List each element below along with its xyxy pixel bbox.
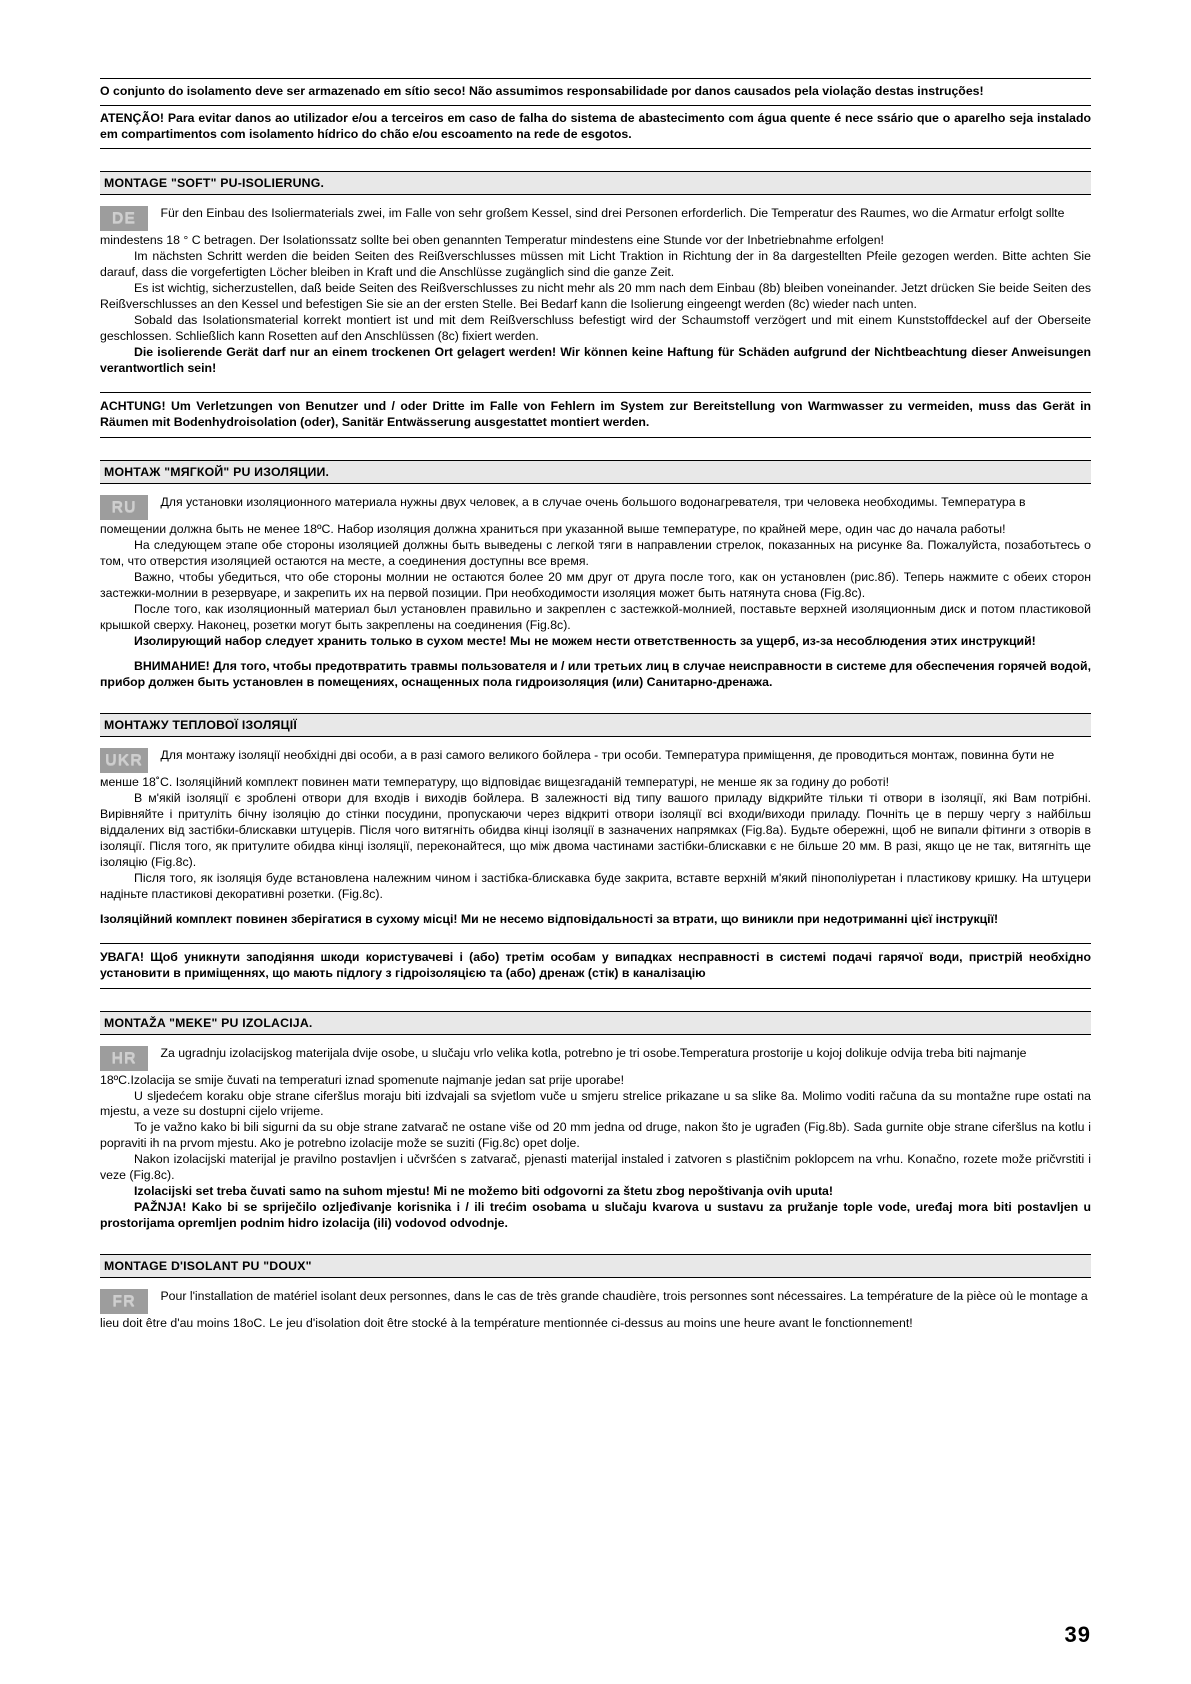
language-badge-fr: FR	[100, 1289, 148, 1314]
section-ukr-bold-note: Ізоляційний комплект повинен зберігатися в сухому місці! Ми не несемо відповідальності за втрати, що виникли при недотриманні цієї інструкції!	[100, 911, 999, 926]
language-badge-de: DE	[100, 206, 148, 231]
section-fr-first-paragraph: Pour l'installation de matériel isolant deux personnes, dans le cas de très grande chaudière, trois personnes sont nécessaires. La température de la pièce où le montage a lieu doit être d'au moins 18oC. Le jeu d'isolation doit être stocké à la température mentionnée ci-dessus au moins une heure avant le fonctionnement!	[100, 1289, 1088, 1331]
section-hr-intro	[100, 1044, 1091, 1089]
section-ukr-warning: УВАГА! Щоб уникнути заподіяння шкоди користувачеві і (або) третім особам у випадках несправності в системі подачі гарячої води, пристрій необхідно установити в приміщеннях, що мають підлогу з гідроізоляцією та (або) дренаж (стік) в каналізацію	[100, 949, 1091, 980]
section-ru-paragraph-2: Важно, чтобы убедиться, что обе стороны молнии не остаются более 20 мм друг от друга после того, как он установлен (рис.8б). Теперь нажмите с обеих сторон застежки-молнии в резервуаре, и закрепить их на первой позиции. При необходимости изоляция может быть натянута снова (Fig.8c).	[100, 569, 1091, 600]
section-ru-paragraph-3: После того, как изоляционный материал был установлен правильно и закреплен с застежкой-молнией, поставьте верхней изоляционным диск и потом пластиковой крышкой сверху. Наконец, розетки могут быть закреплены на соединения (Fig.8c).	[100, 601, 1091, 632]
section-de-paragraph-3: Sobald das Isolationsmaterial korrekt montiert ist und mit dem Reißverschluss befestigt wird der Schaumstoff verzögert und mit einem Kunststoffdeckel auf der Oberseite geschlossen. Schließlich kann Rosetten auf den Anschlüssen (8c) fixiert werden.	[100, 312, 1091, 343]
section-heading-ru: МОНТАЖ "МЯГКОЙ" PU ИЗОЛЯЦИИ.	[100, 460, 1091, 484]
language-badge-ukr: UKR	[100, 748, 148, 773]
section-ukr-paragraph-1: В м'якій ізоляції є зроблені отвори для входів і виходів бойлера. В залежності від типу вашого приладу відкрийте тільки ті отвори в ізоляції, які Вам потрібні. Вирівняйте і притуліть бічну ізоляцію до стінки посудини, пропускаючи через відкриті отвори ізоляції всі входи/виходи приладу. Почніть це в першу чергу з найбільш віддалених від застібки-блискавки штуцерів. Після чого витягніть обидва кінці ізоляції в зазначених напрямках (Fig.8a). Будьте обережні, щоб не випали фітинги з отворів в ізоляції. Після того, як притулите обидва кінці ізоляції, переконайтеся, що між двома частинами застібки-блискавки є не більше 20 мм. В разі, якщо це не так, витягніть ще ізоляцію (Fig.8c).	[100, 790, 1091, 869]
section-de-warning-block	[100, 392, 1091, 438]
section-heading-de: MONTAGE "SOFT" PU-ISOLIERUNG.	[100, 171, 1091, 195]
page-number: 39	[1064, 1622, 1091, 1647]
section-hr-first-paragraph: Za ugradnju izolacijskog materijala dvije osobe, u slučaju vrlo velika kotla, potrebno je tri osobe.Temperatura prostorije u kojoj dolikuje odvija treba biti najmanje 18ºC.Izolacija se smije čuvati na temperaturi iznad spomenute najmanje jedan sat prije uporabe!	[100, 1045, 1027, 1087]
section-ukr-warning-block	[100, 943, 1091, 989]
top-warning-block	[100, 78, 1091, 106]
section-de-first-paragraph: Für den Einbau des Isoliermaterials zwei, im Falle von sehr großem Kessel, sind drei Personen erforderlich. Die Temperatur des Raumes, wo die Armatur erfolgt sollte mindestens 18 ° C betragen. Der Isolationssatz sollte bei oben genannten Temperatur mindestens eine Stunde vor der Inbetriebnahme erfolgen!	[100, 205, 1065, 247]
section-hr-paragraph-2: To je važno kako bi bili sigurni da su obje strane zatvarač ne ostane više od 20 mm jedna od druge, nakon što je ugrađen (Fig.8b). Sada gurnite obje strane ciferšlus na kotlu i popraviti ih na prvom mjestu. Ako je potrebno izolacije može se suziti (Fig.8c) opet dolje.	[100, 1120, 1091, 1151]
section-ukr-paragraph-2: Після того, як ізоляція буде встановлена належним чином і застібка-блискавка буде закрита, вставте верхній м'який пінополіуретан і пластикову кришку. На штуцери надіньте пластикові декоративні розетки. (Fig.8c).	[100, 870, 1091, 901]
section-ru-intro	[100, 493, 1091, 538]
section-de-paragraph-2: Es ist wichtig, sicherzustellen, daß beide Seiten des Reißverschlusses zu nicht mehr als 20 mm nach dem Einbau (8b) bleiben voneinander. Jetzt drücken Sie beide Seiten des Reißverschlusses an den Kessel und befestigen Sie sie an der ersten Stelle. Bei Bedarf kann die Isolierung eingeengt werden (8c) wieder nach unten.	[100, 280, 1091, 311]
section-ru-warning: ВНИМАНИЕ! Для того, чтобы предотвратить травмы пользователя и / или третьих лиц в случае неисправности в системе для обеспечения горячей водой, прибор должен быть установлен в помещениях, оснащенных пола гидроизоляция (или) Санитарно-дренажа.	[100, 658, 1091, 689]
top-warning-pt-2: ATENÇÃO! Para evitar danos ao utilizador e/ou a terceiros em caso de falha do sistema de abastecimento com água quente é nece ssário que o aparelho seja instalado em compartimentos com isolamento hídrico do chão e/ou escoamento na rede de esgotos.	[100, 110, 1091, 141]
section-heading-fr: MONTAGE D'ISOLANT PU "DOUX"	[100, 1254, 1091, 1278]
section-de-intro	[100, 204, 1091, 249]
section-de-bold-note: Die isolierende Gerät darf nur an einem trockenen Ort gelagert werden! Wir können keine Haftung für Schäden aufgrund der Nichtbeachtung dieser Anweisungen verantwortlich sein!	[100, 344, 1091, 375]
section-hr-warning: PAŽNJA! Kako bi se spriječilo ozljeđivanje korisnika i / ili trećim osobama u slučaju kvarova u sustavu za pružanje tople vode, uređaj mora biti postavljen u prostorijama opremljen podnim hidro izolacija (ili) vodovod odvodnje.	[100, 1200, 1091, 1231]
section-ru-first-paragraph: Для установки изоляционного материала нужны двух человек, а в случае очень большого водонагревателя, три человека необходимы. Температура в помещении должна быть не менее 18ºС. Набор изоляция должна храниться при указанной выше температуре, по крайней мере, один час до начала работы!	[100, 494, 1026, 536]
section-ru-paragraph-1: На следующем этапе обе стороны изоляцией должны быть выведены с легкой тяги в направлении стрелок, показанных на рисунке 8а. Пожалуйста, позаботьтесь о том, что отверстия изоляцией остаются на месте, а соединения доступны все время.	[100, 537, 1091, 568]
language-badge-ru: RU	[100, 495, 148, 520]
section-ukr-intro	[100, 746, 1091, 791]
section-ru-bold-note: Изолирующий набор следует хранить только в сухом месте! Мы не можем нести ответственность за ущерб, из-за несоблюдения этих инструкций!	[134, 633, 1036, 648]
section-hr-paragraph-3: Nakon izolacijski materijal je pravilno postavljen i učvršćen s zatvarač, pjenasti materijal instaled i zatvoren s plastičnim poklopcem na vrhu. Konačno, rozete može pričvrstiti i veze (Fig.8c).	[100, 1152, 1091, 1183]
section-heading-hr: MONTAŽA "MEKE" PU IZOLACIJA.	[100, 1011, 1091, 1035]
section-heading-ukr: МОНТАЖУ ТЕПЛОВОЇ ІЗОЛЯЦІЇ	[100, 713, 1091, 737]
language-badge-hr: HR	[100, 1046, 148, 1071]
section-fr-intro	[100, 1287, 1091, 1332]
section-de-warning: ACHTUNG! Um Verletzungen von Benutzer und / oder Dritte im Falle von Fehlern im System zur Bereitstellung von Warmwasser zu vermeiden, muss das Gerät in Räumen mit Bodenhydroisolation (oder), Sanitär Entwässerung ausgestattet montiert werden.	[100, 398, 1091, 429]
section-hr-paragraph-1: U sljedećem koraku obje strane ciferšlus moraju biti izdvajali sa svjetlom vuče u smjeru strelice prikazane u sa slike 8a. Molimo voditi računa da su montažne rupe ostati na mjestu, a veze su dostupni cijelo vrijeme.	[100, 1088, 1091, 1119]
section-hr-bold-note: Izolacijski set treba čuvati samo na suhom mjestu! Mi ne možemo biti odgovorni za štetu zbog nepoštivanja ovih uputa!	[134, 1184, 833, 1199]
top-warning-pt-1: O conjunto do isolamento deve ser armazenado em sítio seco! Não assumimos responsabilidade por danos causados pela violação destas instruções!	[100, 84, 984, 98]
section-de-paragraph-1: Im nächsten Schritt werden die beiden Seiten des Reißverschlusses müssen mit Licht Traktion in Richtung der in 8a dargestellten Pfeile gezogen werden. Bitte achten Sie darauf, dass die vorgefertigten Löcher bleiben in Kraft und die Anschlüsse zugänglich sind die ganze Zeit.	[100, 248, 1091, 279]
section-ukr-first-paragraph: Для монтажу ізоляції необхідні дві особи, а в разі самого великого бойлера - три особи. Температура приміщення, де проводиться монтаж, повинна бути не менше 18˚С. Ізоляційний комплект повинен мати температуру, що відповідає вищезгаданій температурі, не менше як за годину до роботі!	[100, 747, 1055, 789]
top-warning-block-2	[100, 106, 1091, 149]
